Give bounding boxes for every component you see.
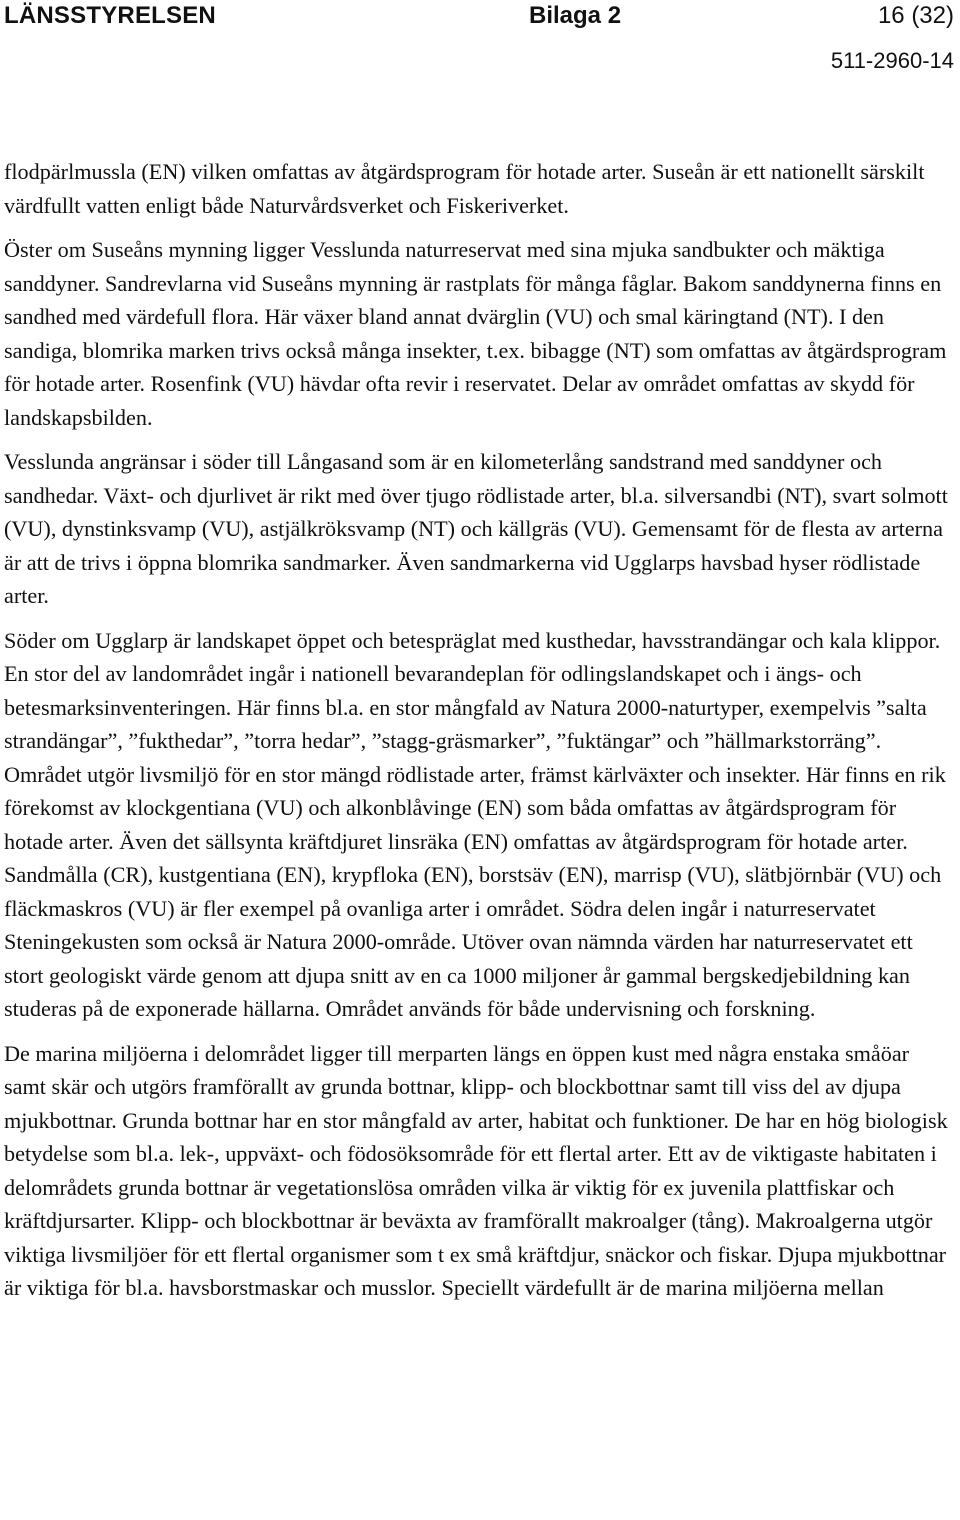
page-header	[0, 0, 960, 80]
paragraph: Vesslunda angränsar i söder till Långasand som är en kilometerlång sandstrand med sanddyner och sandhedar. Växt- och djurlivet är rikt med över tjugo rödlistade arter, bl.a. silversandbi (NT), svart solmott (VU), dynstinksvamp (VU), astjälkröksvamp (NT) och källgräs (VU). Gemensamt för de flesta av arterna är att de trivs i öppna blomrika sandmarker. Även sandmarkerna vid Ugglarps havsbad hyser rödlistade arter.	[4, 449, 948, 608]
appendix-label: Bilaga 2	[529, 2, 622, 29]
document-body	[4, 155, 956, 1305]
paragraph: De marina miljöerna i delområdet ligger till merparten längs en öppen kust med några enstaka småöar samt skär och utgörs framförallt av grunda bottnar, klipp- och blockbottnar samt till viss del av djupa mjukbottnar. Grunda bottnar har en stor mångfald av arter, habitat och funktioner. De har en hög biologisk betydelse som bl.a. lek-, uppväxt- och födosöksområde för ett flertal arter. Ett av de viktigaste habitaten i delområdets grunda bottnar är vegetationslösa områden vilka är viktig för ex juvenila plattfiskar och kräftdjursarter. Klipp- och blockbottnar är beväxta av framförallt makroalger (tång). Makroalgerna utgör viktiga livsmiljöer för ett flertal organismer som t ex små kräftdjur, snäckor och fiskar. Djupa mjukbottnar är viktiga för bl.a. havsborstmaskar och musslor. Speciellt värdefullt är de marina miljöerna mellan	[4, 1040, 948, 1300]
paragraph: flodpärlmussla (EN) vilken omfattas av åtgärdsprogram för hotade arter. Suseån är ett nationellt särskilt värdfullt vatten enligt både Naturvårdsverket och Fiskeriverket.	[4, 159, 925, 218]
paragraph: Söder om Ugglarp är landskapet öppet och betespräglat med kusthedar, havsstrandängar och kala klippor. En stor del av landområdet ingår i nationell bevarandeplan för odlingslandskapet och i ängs- och betesmarksinventeringen. Här finns bl.a. en stor mångfald av Natura 2000-naturtyper, exempelvis ”salta strandängar”, ”fukthedar”, ”torra hedar”, ”stagg-gräsmarker”, ”fuktängar” och ”hällmarkstorräng”. Området utgör livsmiljö för en stor mängd rödlistade arter, främst kärlväxter och insekter. Här finns en rik förekomst av klockgentiana (VU) och alkonblåvinge (EN) som båda omfattas av åtgärdsprogram för hotade arter. Även det sällsynta kräftdjuret linsräka (EN) omfattas av åtgärdsprogram för hotade arter. Sandmålla (CR), kustgentiana (EN), krypfloka (EN), borstsäv (EN), marrisp (VU), slätbjörnbär (VU) och fläckmaskros (VU) är fler exempel på ovanliga arter i området. Södra delen ingår i naturreservatet Steningekusten som också är Natura 2000-område. Utöver ovan nämnda värden har naturreservatet ett stort geologiskt värde genom att djupa snitt av en ca 1000 miljoner år gammal bergskedjebildning kan studeras på de exponerade hällarna. Området används för både undervisning och forskning.	[4, 627, 946, 1021]
organization-name: LÄNSSTYRELSEN	[4, 2, 216, 29]
paragraph: Öster om Suseåns mynning ligger Vesslunda naturreservat med sina mjuka sandbukter och mäktiga sanddyner. Sandrevlarna vid Suseåns mynning är rastplats för många fåglar. Bakom sanddynerna finns en sandhed med värdefull flora. Här växer bland annat dvärglin (VU) och smal käringtand (NT). I den sandiga, blomrika marken trivs också många insekter, t.ex. bibagge (NT) som omfattas av åtgärdsprogram för hotade arter. Rosenfink (VU) hävdar ofta revir i reservatet. Delar av området omfattas av skydd för landskapsbilden.	[4, 237, 947, 430]
reference-number: 511-2960-14	[830, 48, 954, 73]
page-number: 16 (32)	[877, 2, 954, 29]
